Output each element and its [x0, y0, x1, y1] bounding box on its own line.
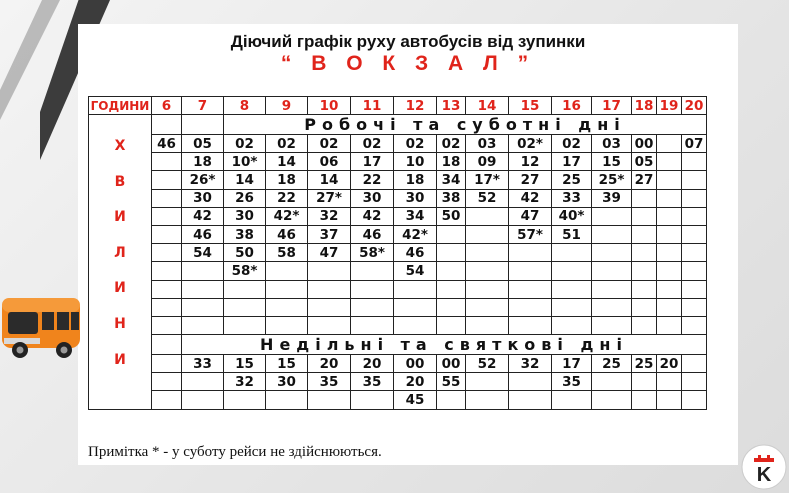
time-cell	[682, 298, 707, 316]
time-cell: 15	[224, 355, 266, 373]
time-cell: 37	[308, 225, 351, 243]
time-cell: 58*	[224, 262, 266, 280]
weekend-row	[89, 355, 707, 373]
time-cell	[657, 373, 682, 391]
time-cell	[682, 225, 707, 243]
time-cell	[682, 262, 707, 280]
time-cell	[152, 207, 182, 225]
time-cell	[152, 298, 182, 316]
time-cell	[182, 262, 224, 280]
time-cell	[632, 391, 657, 409]
time-cell	[266, 262, 308, 280]
time-cell	[152, 225, 182, 243]
time-cell	[394, 316, 437, 334]
schedule-table	[88, 96, 707, 410]
time-cell: 25	[632, 355, 657, 373]
weekend-row	[89, 391, 707, 409]
time-cell: 20	[308, 355, 351, 373]
time-cell: 02*	[509, 135, 552, 153]
time-cell: 25	[552, 171, 592, 189]
minutes-letter: И	[114, 280, 126, 297]
time-cell	[657, 244, 682, 262]
stop-name: “ В О К З А Л ”	[280, 52, 536, 75]
time-cell	[437, 244, 466, 262]
time-cell: 15	[266, 355, 308, 373]
time-cell	[632, 316, 657, 334]
time-cell: 18	[182, 153, 224, 171]
time-cell	[509, 244, 552, 262]
time-cell	[466, 262, 509, 280]
time-cell	[182, 298, 224, 316]
time-cell: 30	[266, 373, 308, 391]
time-cell: 15	[592, 153, 632, 171]
time-cell: 20	[657, 355, 682, 373]
time-cell	[437, 316, 466, 334]
time-cell: 55	[437, 373, 466, 391]
weekend-title: Недільні та святкові дні	[182, 335, 707, 355]
time-cell	[592, 280, 632, 298]
time-cell	[152, 280, 182, 298]
time-cell: 33	[182, 355, 224, 373]
time-cell: 25	[592, 355, 632, 373]
time-cell	[509, 280, 552, 298]
minutes-letter: И	[114, 351, 126, 368]
time-cell	[592, 391, 632, 409]
hour-cell: 12	[394, 97, 437, 115]
time-cell: 30	[394, 189, 437, 207]
time-cell: 30	[182, 189, 224, 207]
time-cell: 02	[351, 135, 394, 153]
time-cell: 46	[152, 135, 182, 153]
time-cell: 42	[351, 207, 394, 225]
time-cell	[466, 225, 509, 243]
time-cell: 14	[308, 171, 351, 189]
time-cell: 42	[509, 189, 552, 207]
time-cell: 33	[552, 189, 592, 207]
time-cell	[152, 391, 182, 409]
hour-cell: 13	[437, 97, 466, 115]
time-cell: 00	[437, 355, 466, 373]
time-cell: 57*	[509, 225, 552, 243]
weekday-title-row	[89, 115, 707, 135]
time-cell: 26*	[182, 171, 224, 189]
time-cell	[152, 189, 182, 207]
time-cell: 12	[509, 153, 552, 171]
time-cell: 47	[509, 207, 552, 225]
time-cell: 17	[351, 153, 394, 171]
time-cell	[437, 262, 466, 280]
time-cell	[682, 171, 707, 189]
time-cell: 02	[266, 135, 308, 153]
hour-cell: 9	[266, 97, 308, 115]
time-cell	[224, 316, 266, 334]
hour-cell: 14	[466, 97, 509, 115]
time-cell	[466, 316, 509, 334]
hour-cell: 17	[592, 97, 632, 115]
time-cell	[592, 244, 632, 262]
time-cell	[657, 171, 682, 189]
time-cell: 40*	[552, 207, 592, 225]
time-cell	[682, 373, 707, 391]
time-cell: 35	[552, 373, 592, 391]
time-cell	[632, 189, 657, 207]
time-cell	[509, 391, 552, 409]
time-cell	[466, 280, 509, 298]
time-cell: 58*	[351, 244, 394, 262]
time-cell: 39	[592, 189, 632, 207]
time-cell	[308, 316, 351, 334]
time-cell: 18	[394, 171, 437, 189]
minutes-letter: Х	[114, 138, 126, 154]
time-cell: 46	[182, 225, 224, 243]
time-cell	[592, 373, 632, 391]
time-cell	[466, 391, 509, 409]
time-cell	[182, 280, 224, 298]
time-cell: 58	[266, 244, 308, 262]
hour-cell: 19	[657, 97, 682, 115]
time-cell: 35	[351, 373, 394, 391]
hour-cell: 10	[308, 97, 351, 115]
hour-cell: 11	[351, 97, 394, 115]
time-cell	[657, 262, 682, 280]
time-cell: 18	[266, 171, 308, 189]
time-cell	[266, 280, 308, 298]
time-cell	[552, 262, 592, 280]
hour-cell: 16	[552, 97, 592, 115]
time-cell	[592, 225, 632, 243]
time-cell	[152, 244, 182, 262]
time-cell: 07	[682, 135, 707, 153]
time-cell	[552, 298, 592, 316]
time-cell	[466, 207, 509, 225]
time-cell	[592, 207, 632, 225]
hour-cell: 18	[632, 97, 657, 115]
time-cell	[466, 373, 509, 391]
time-cell	[682, 280, 707, 298]
time-cell	[182, 316, 224, 334]
time-cell	[657, 391, 682, 409]
time-cell: 50	[224, 244, 266, 262]
time-cell	[682, 391, 707, 409]
hour-cell: 6	[152, 97, 182, 115]
time-cell	[632, 373, 657, 391]
time-cell: 22	[351, 171, 394, 189]
time-cell	[437, 280, 466, 298]
hour-cell: 7	[182, 97, 224, 115]
time-cell: 51	[552, 225, 592, 243]
time-cell	[632, 280, 657, 298]
time-cell	[682, 153, 707, 171]
time-cell	[437, 225, 466, 243]
time-cell: 02	[224, 135, 266, 153]
time-cell: 06	[308, 153, 351, 171]
time-cell	[182, 373, 224, 391]
time-cell: 22	[266, 189, 308, 207]
time-cell	[657, 298, 682, 316]
time-cell: 42*	[266, 207, 308, 225]
weekday-title: Робочі та суботні дні	[224, 115, 707, 135]
time-cell	[394, 298, 437, 316]
time-cell	[657, 316, 682, 334]
time-cell: 02	[552, 135, 592, 153]
minutes-label-cell	[89, 115, 152, 410]
time-cell	[592, 262, 632, 280]
time-cell: 46	[266, 225, 308, 243]
minutes-letter: Н	[114, 315, 126, 332]
time-cell	[509, 316, 552, 334]
empty-cell	[152, 335, 182, 355]
hour-cell: 20	[682, 97, 707, 115]
time-cell: 47	[308, 244, 351, 262]
weekday-row	[89, 207, 707, 225]
time-cell: 32	[509, 355, 552, 373]
time-cell: 45	[394, 391, 437, 409]
time-cell: 27*	[308, 189, 351, 207]
time-cell: 54	[182, 244, 224, 262]
time-cell	[224, 391, 266, 409]
time-cell	[152, 373, 182, 391]
time-cell: 20	[351, 355, 394, 373]
time-cell	[308, 298, 351, 316]
weekend-row	[89, 373, 707, 391]
minutes-letter: В	[114, 173, 126, 190]
time-cell: 38	[437, 189, 466, 207]
time-cell: 10	[394, 153, 437, 171]
weekday-row	[89, 244, 707, 262]
time-cell: 38	[224, 225, 266, 243]
time-cell	[437, 298, 466, 316]
weekday-row	[89, 280, 707, 298]
logo-letter: K	[756, 464, 772, 486]
time-cell: 00	[632, 135, 657, 153]
time-cell: 27	[632, 171, 657, 189]
time-cell	[632, 207, 657, 225]
time-cell	[351, 316, 394, 334]
time-cell: 20	[394, 373, 437, 391]
hours-label: ГОДИНИ	[89, 97, 152, 115]
footnote: Примітка * - у суботу рейси не здійснюються.	[88, 444, 382, 460]
time-cell: 30	[224, 207, 266, 225]
weekday-row	[89, 153, 707, 171]
time-cell	[682, 189, 707, 207]
time-cell: 03	[592, 135, 632, 153]
empty-cell	[182, 115, 224, 135]
time-cell	[466, 298, 509, 316]
time-cell	[224, 280, 266, 298]
time-cell: 10*	[224, 153, 266, 171]
time-cell	[308, 391, 351, 409]
time-cell: 34	[437, 171, 466, 189]
time-cell	[152, 153, 182, 171]
time-cell: 02	[394, 135, 437, 153]
time-cell	[552, 391, 592, 409]
time-cell: 18	[437, 153, 466, 171]
time-cell	[308, 280, 351, 298]
weekday-row	[89, 316, 707, 334]
time-cell: 42	[182, 207, 224, 225]
time-cell: 34	[394, 207, 437, 225]
time-cell	[632, 225, 657, 243]
hours-row	[89, 97, 707, 115]
time-cell	[466, 244, 509, 262]
time-cell	[224, 298, 266, 316]
time-cell	[657, 207, 682, 225]
time-cell	[351, 391, 394, 409]
minutes-letter: И	[114, 209, 126, 226]
time-cell: 05	[632, 153, 657, 171]
time-cell	[308, 262, 351, 280]
weekday-row	[89, 225, 707, 243]
time-cell	[657, 135, 682, 153]
time-cell	[592, 298, 632, 316]
time-cell	[351, 298, 394, 316]
time-cell	[552, 316, 592, 334]
hour-cell: 8	[224, 97, 266, 115]
time-cell: 42*	[394, 225, 437, 243]
time-cell: 02	[437, 135, 466, 153]
time-cell: 46	[351, 225, 394, 243]
time-cell: 17*	[466, 171, 509, 189]
weekday-row	[89, 171, 707, 189]
minutes-letter: Л	[114, 244, 126, 261]
time-cell: 17	[552, 153, 592, 171]
time-cell	[552, 244, 592, 262]
hour-cell: 15	[509, 97, 552, 115]
time-cell	[351, 262, 394, 280]
time-cell	[266, 316, 308, 334]
time-cell	[509, 262, 552, 280]
time-cell	[152, 316, 182, 334]
time-cell	[657, 189, 682, 207]
time-cell: 02	[308, 135, 351, 153]
schedule-title: Діючий графік руху автобусів від зупинки	[230, 32, 586, 51]
time-cell	[266, 391, 308, 409]
time-cell	[509, 373, 552, 391]
time-cell: 17	[552, 355, 592, 373]
time-cell: 30	[351, 189, 394, 207]
time-cell	[592, 316, 632, 334]
time-cell	[394, 280, 437, 298]
time-cell	[657, 225, 682, 243]
weekday-row	[89, 189, 707, 207]
weekday-row	[89, 298, 707, 316]
time-cell	[632, 244, 657, 262]
company-logo	[741, 444, 787, 490]
time-cell	[509, 298, 552, 316]
time-cell	[152, 262, 182, 280]
time-cell: 25*	[592, 171, 632, 189]
weekend-title-row	[89, 335, 707, 355]
time-cell: 50	[437, 207, 466, 225]
time-cell	[682, 316, 707, 334]
time-cell: 32	[224, 373, 266, 391]
time-cell	[682, 207, 707, 225]
time-cell: 05	[182, 135, 224, 153]
time-cell: 26	[224, 189, 266, 207]
weekday-row	[89, 262, 707, 280]
weekday-row	[89, 135, 707, 153]
time-cell	[632, 262, 657, 280]
time-cell: 46	[394, 244, 437, 262]
time-cell: 09	[466, 153, 509, 171]
time-cell	[682, 355, 707, 373]
minutes-label	[89, 115, 151, 378]
time-cell: 03	[466, 135, 509, 153]
time-cell	[682, 244, 707, 262]
time-cell	[552, 280, 592, 298]
time-cell: 54	[394, 262, 437, 280]
time-cell	[351, 280, 394, 298]
time-cell	[657, 153, 682, 171]
time-cell	[152, 171, 182, 189]
time-cell: 52	[466, 189, 509, 207]
empty-cell	[152, 115, 182, 135]
time-cell: 14	[266, 153, 308, 171]
time-cell	[437, 391, 466, 409]
time-cell	[182, 391, 224, 409]
time-cell	[632, 298, 657, 316]
time-cell: 27	[509, 171, 552, 189]
time-cell: 32	[308, 207, 351, 225]
time-cell: 35	[308, 373, 351, 391]
time-cell	[266, 298, 308, 316]
time-cell: 14	[224, 171, 266, 189]
schedule-panel	[78, 24, 738, 465]
time-cell	[152, 355, 182, 373]
time-cell: 52	[466, 355, 509, 373]
time-cell	[657, 280, 682, 298]
bus-illustration	[0, 290, 84, 364]
time-cell: 00	[394, 355, 437, 373]
